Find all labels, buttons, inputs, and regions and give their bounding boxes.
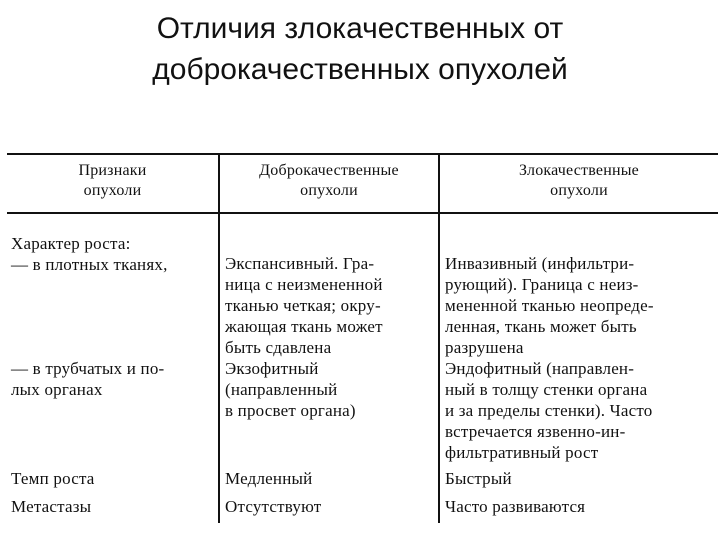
title-line-2: доброкачественных опухолей [152,53,568,86]
row-growth-hollow-feature: — в трубчатых и по- лых органах [11,359,165,399]
row-growth-dense-benign: Экспансивный. Гра- ница с неизмененной тканью четкая; окру- жающая ткань может быть сдавлена [225,254,383,357]
row-growth-hollow-benign: Экзофитный (направленный в просвет органа) [225,359,356,420]
comparison-table [7,153,718,523]
header-malignant: Злокачественные опухоли [519,162,639,199]
row-metastases-malignant: Часто развиваются [445,497,586,516]
row-growth-dense-malignant: Инвазивный (инфильтри- рующий). Граница с неиз- мененной тканью неопреде- ленная, ткань может быть разрушена [445,254,654,357]
title-line-1: Отличия злокачественных от [156,12,564,45]
slide-title [0,8,720,90]
header-bottom-border [7,212,718,214]
row-growth-rate-benign: Медленный [225,469,313,488]
header-features: Признаки опухоли [78,162,147,199]
row-growth-rate-malignant: Быстрый [445,469,512,488]
table-top-border [7,153,718,155]
row-metastases-feature: Метастазы [11,497,92,516]
row-metastases-benign: Отсутствуют [225,497,322,516]
row-growth-dense-feature: Характер роста: — в плотных тканях, [11,234,168,274]
header-benign: Доброкачественные опухоли [259,162,399,199]
row-growth-rate-feature: Темп роста [11,469,95,488]
column-divider-right [438,153,440,523]
column-divider-left [218,153,220,523]
row-growth-hollow-malignant: Эндофитный (направлен- ный в толщу стенки органа и за пределы стенки). Часто встречается язвенно-ин- фильтративный рост [445,359,653,462]
